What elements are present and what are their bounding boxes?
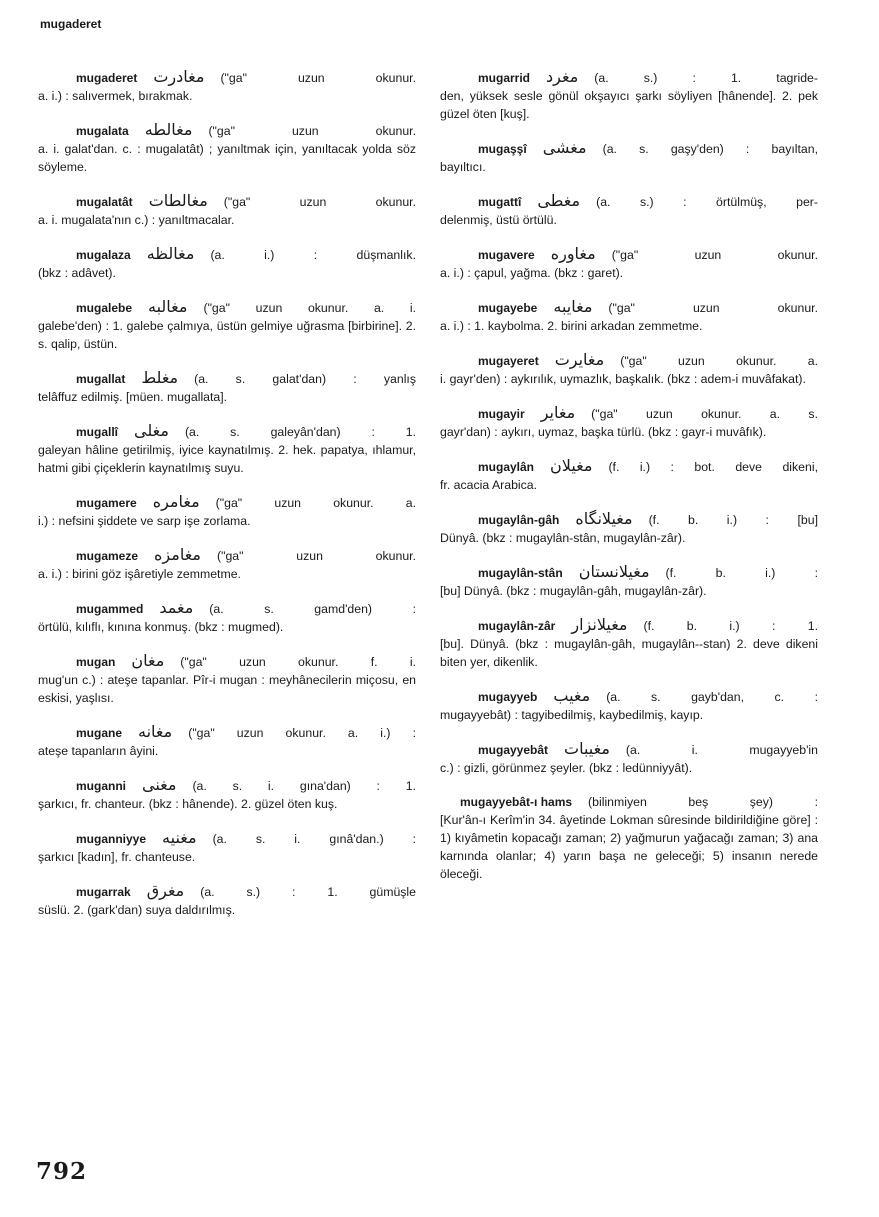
right-column bbox=[440, 68, 818, 899]
entry-first-line bbox=[38, 493, 416, 512]
entry-first-line bbox=[38, 192, 416, 211]
definition-start: (bilinmiyen beş şey) : bbox=[588, 795, 818, 809]
dictionary-entry bbox=[38, 121, 416, 176]
running-head: mugaderet bbox=[40, 17, 102, 31]
arabic-script: مغادرت bbox=[153, 67, 205, 86]
definition-start: (a. s.) : 1. tagride- bbox=[594, 71, 818, 85]
page-number: 792 bbox=[36, 1158, 88, 1185]
headword: muganni bbox=[76, 779, 126, 793]
definition-text: galeyan hâline getirilmiş, iyice kaynatılmış. 2. hek. papatya, ıhlamur, hatmi gibi çiçeklerin kaynatılmış suyu. bbox=[38, 443, 416, 475]
entry-first-line bbox=[38, 776, 416, 795]
entry-first-line bbox=[38, 652, 416, 671]
arabic-script: مغرد bbox=[546, 67, 579, 86]
dictionary-entry bbox=[440, 245, 818, 282]
headword: mugaderet bbox=[76, 71, 138, 85]
dictionary-entry bbox=[38, 192, 416, 229]
headword: mugan bbox=[76, 655, 116, 669]
definition-start: ("ga" uzun okunur. a. i. bbox=[203, 301, 416, 315]
definition-start: ("ga" uzun okunur. bbox=[220, 71, 416, 85]
headword: mugameze bbox=[76, 549, 139, 563]
definition-start: (a. i. mugayyeb'in bbox=[625, 743, 818, 757]
entry-first-line bbox=[440, 68, 818, 87]
definition-start: (a. s. gamd'den) : bbox=[209, 602, 416, 616]
definition-start: ("ga" uzun okunur. a. s. bbox=[591, 407, 818, 421]
headword: mugattî bbox=[478, 195, 522, 209]
definition-text: a. i.) : çapul, yağma. (bkz : garet). bbox=[440, 266, 624, 280]
definition-text: mugayyebât) : tagyibedilmiş, kaybedilmiş, kayıp. bbox=[440, 708, 704, 722]
entry-first-line bbox=[440, 139, 818, 158]
entry-first-line bbox=[38, 546, 416, 565]
entry-first-line bbox=[38, 369, 416, 388]
arabic-script: مغرق bbox=[146, 881, 185, 900]
headword: mugalatât bbox=[76, 195, 133, 209]
definition-start: ("ga" uzun okunur. bbox=[611, 248, 818, 262]
definition-start: ("ga" uzun okunur. bbox=[216, 549, 416, 563]
headword: mugarrak bbox=[76, 885, 131, 899]
entry-first-line bbox=[440, 687, 818, 706]
dictionary-entry bbox=[440, 687, 818, 724]
headword: mugayeret bbox=[478, 354, 539, 368]
arabic-script: مغيلانزار bbox=[571, 615, 628, 634]
arabic-script: مغمد bbox=[159, 598, 194, 617]
entry-first-line bbox=[38, 882, 416, 901]
definition-text: örtülü, kılıflı, kınına konmuş. (bkz : mugmed). bbox=[38, 620, 284, 634]
definition-start: ("ga" uzun okunur. f. i. bbox=[180, 655, 416, 669]
definition-start: (a. s. gayb'dan, c. : bbox=[606, 690, 818, 704]
definition-text: şarkıcı [kadın], fr. chanteuse. bbox=[38, 850, 196, 864]
entry-first-line bbox=[440, 192, 818, 211]
definition-text: telâffuz edilmiş. [müen. mugallata]. bbox=[38, 390, 228, 404]
definition-text: galebe'den) : 1. galebe çalmıya, üstün gelmiye uğrasma [birbirine]. 2. s. qalip, üstün. bbox=[38, 319, 416, 351]
entry-first-line bbox=[440, 245, 818, 264]
definition-text: bayıltıcı. bbox=[440, 160, 486, 174]
arabic-script: مغلى bbox=[134, 421, 169, 440]
entry-first-line bbox=[38, 422, 416, 441]
dictionary-entry bbox=[440, 298, 818, 335]
dictionary-entry bbox=[38, 298, 416, 353]
definition-text: delenmiş, üstü örtülü. bbox=[440, 213, 557, 227]
definition-start: (a. s. galeyân'dan) : 1. bbox=[184, 425, 416, 439]
definition-text: a. i.) : birini göz işâretiyle zemmetme. bbox=[38, 567, 241, 581]
headword: mugayyebât bbox=[478, 743, 549, 757]
entry-first-line bbox=[38, 245, 416, 264]
entry-first-line bbox=[38, 68, 416, 87]
arabic-script: مغطى bbox=[537, 191, 581, 210]
definition-start: (a. s. i. gına'dan) : 1. bbox=[192, 779, 416, 793]
arabic-script: مغيب bbox=[553, 686, 591, 705]
dictionary-entry bbox=[440, 192, 818, 229]
definition-text: Dünyâ. (bkz : mugaylân-stân, mugaylân-zâr). bbox=[440, 531, 686, 545]
entry-first-line bbox=[38, 599, 416, 618]
arabic-script: مغالظه bbox=[146, 244, 195, 263]
headword: mugaylân-zâr bbox=[478, 619, 556, 633]
headword: mugallat bbox=[76, 372, 126, 386]
entry-first-line bbox=[440, 351, 818, 370]
definition-start: (f. b. i.) : 1. bbox=[643, 619, 818, 633]
arabic-script: مغامره bbox=[152, 492, 200, 511]
entry-first-line bbox=[440, 457, 818, 476]
definition-start: (f. i.) : bot. deve dikeni, bbox=[608, 460, 818, 474]
headword: mugane bbox=[76, 726, 123, 740]
definition-text: a. i. galat'dan. c. : mugalatât) ; yanıltmak için, yanıltacak yolda söz söyleme. bbox=[38, 142, 416, 174]
definition-text: a. i.) : 1. kaybolma. 2. birini arkadan zemmetme. bbox=[440, 319, 703, 333]
definition-text: [bu] Dünyâ. (bkz : mugaylân-gâh, mugaylân-zâr). bbox=[440, 584, 707, 598]
definition-start: ("ga" uzun okunur. bbox=[208, 124, 416, 138]
headword: mugavere bbox=[478, 248, 535, 262]
definition-text: gayr'dan) : aykırı, uymaz, başka türlü. (bkz : gayr-i muvâfık). bbox=[440, 425, 767, 439]
headword: mugalata bbox=[76, 124, 129, 138]
dictionary-entry bbox=[38, 422, 416, 477]
headword: mugaylân-stân bbox=[478, 566, 563, 580]
arabic-script: مغاير bbox=[540, 403, 576, 422]
dictionary-entry bbox=[440, 404, 818, 441]
dictionary-entry bbox=[38, 599, 416, 636]
headword: mugayyeb bbox=[478, 690, 538, 704]
definition-text: a. i.) : salıvermek, bırakmak. bbox=[38, 89, 193, 103]
dictionary-entry bbox=[38, 776, 416, 813]
definition-start: (a. s.) : 1. gümüşle bbox=[200, 885, 416, 899]
dictionary-entry bbox=[38, 546, 416, 583]
entry-first-line bbox=[440, 616, 818, 635]
dictionary-entry bbox=[440, 510, 818, 547]
entry-first-line bbox=[440, 740, 818, 759]
definition-start: ("ga" uzun okunur. a. bbox=[215, 496, 416, 510]
arabic-script: مغنى bbox=[142, 775, 177, 794]
dictionary-entry bbox=[440, 139, 818, 176]
definition-start: ("ga" uzun okunur. bbox=[223, 195, 416, 209]
arabic-script: مغاوره bbox=[550, 244, 596, 263]
headword: mugaylân-gâh bbox=[478, 513, 560, 527]
arabic-script: مغيلانستان bbox=[578, 562, 650, 581]
dictionary-entry bbox=[38, 245, 416, 282]
dictionary-entry bbox=[38, 493, 416, 530]
arabic-script: مغانه bbox=[138, 722, 173, 741]
definition-start: (a. i.) : düşmanlık. bbox=[210, 248, 416, 262]
headword: mugayebe bbox=[478, 301, 538, 315]
headword: mugayyebât-ı hams bbox=[460, 795, 573, 809]
entry-first-line bbox=[440, 510, 818, 529]
dictionary-entry bbox=[38, 829, 416, 866]
dictionary-entry bbox=[38, 723, 416, 760]
dictionary-entry bbox=[38, 68, 416, 105]
definition-start: (f. b. i.) : bbox=[665, 566, 818, 580]
definition-text: (bkz : adâvet). bbox=[38, 266, 116, 280]
headword: mugayir bbox=[478, 407, 525, 421]
arabic-script: مغيبات bbox=[564, 739, 610, 758]
arabic-script: مغامزه bbox=[154, 545, 201, 564]
definition-start: (a. s. gaşy'den) : bayıltan, bbox=[602, 142, 818, 156]
definition-start: (a. s. galat'dan) : yanlış bbox=[194, 372, 416, 386]
arabic-script: مغايرت bbox=[554, 350, 605, 369]
definition-start: (f. b. i.) : [bu] bbox=[648, 513, 818, 527]
entry-first-line bbox=[38, 723, 416, 742]
headword: mugamere bbox=[76, 496, 137, 510]
entry-first-line bbox=[440, 793, 818, 811]
definition-text: a. i. mugalata'nın c.) : yanıltmacalar. bbox=[38, 213, 235, 227]
definition-text: c.) : gizli, görünmez şeyler. (bkz : ledünniyyât). bbox=[440, 761, 693, 775]
left-column bbox=[38, 68, 416, 935]
headword: mugaylân bbox=[478, 460, 535, 474]
headword: mugammed bbox=[76, 602, 144, 616]
arabic-script: مغنيه bbox=[162, 828, 197, 847]
dictionary-entry bbox=[440, 563, 818, 600]
entry-first-line bbox=[440, 298, 818, 317]
entry-first-line bbox=[440, 563, 818, 582]
headword: mugalebe bbox=[76, 301, 133, 315]
definition-start: (a. s.) : örtülmüş, per- bbox=[596, 195, 818, 209]
dictionary-entry bbox=[440, 616, 818, 671]
definition-start: (a. s. i. gınâ'dan.) : bbox=[212, 832, 416, 846]
arabic-script: مغالطات bbox=[148, 191, 208, 210]
dictionary-entry bbox=[440, 68, 818, 123]
entry-first-line bbox=[440, 404, 818, 423]
definition-text: şarkıcı, fr. chanteur. (bkz : hânende). 2. güzel öten kuş. bbox=[38, 797, 338, 811]
definition-text: mug'un c.) : ateşe tapanlar. Pîr-i mugan : meyhânecilerin miçosu, en eskisi, yaşlısı. bbox=[38, 673, 416, 705]
arabic-script: مغشى bbox=[542, 138, 587, 157]
arabic-script: مغيلانگاه bbox=[575, 509, 633, 528]
headword: mugallî bbox=[76, 425, 119, 439]
arabic-script: مغالطه bbox=[144, 120, 193, 139]
arabic-script: مغايبه bbox=[553, 297, 593, 316]
arabic-script: مغالبه bbox=[148, 297, 188, 316]
definition-start: ("ga" uzun okunur. bbox=[608, 301, 818, 315]
definition-text: i.) : nefsini şiddete ve sarp işe zorlama. bbox=[38, 514, 251, 528]
entry-first-line bbox=[38, 121, 416, 140]
dictionary-entry bbox=[38, 369, 416, 406]
dictionary-entry bbox=[38, 652, 416, 707]
arabic-script: مغيلان bbox=[550, 456, 593, 475]
dictionary-entry bbox=[440, 793, 818, 883]
definition-start: ("ga" uzun okunur. a. bbox=[620, 354, 818, 368]
arabic-script: مغان bbox=[131, 651, 165, 670]
definition-text: den, yüksek sesle gönül okşayıcı şarkı söyliyen [hânende]. 2. pek güzel öten [kuş]. bbox=[440, 89, 818, 121]
definition-text: [bu]. Dünyâ. (bkz : mugaylân-gâh, mugaylân--stan) 2. deve dikeni biten yer, dikenlik. bbox=[440, 637, 818, 669]
headword: muganniyye bbox=[76, 832, 147, 846]
dictionary-entry bbox=[38, 882, 416, 919]
dictionary-entry bbox=[440, 351, 818, 388]
definition-start: ("ga" uzun okunur. a. i.) : bbox=[188, 726, 416, 740]
definition-text: süslü. 2. (gark'dan) suya daldırılmış. bbox=[38, 903, 236, 917]
entry-first-line bbox=[38, 298, 416, 317]
headword: mugalaza bbox=[76, 248, 131, 262]
definition-text: ateşe tapanların âyini. bbox=[38, 744, 159, 758]
entry-first-line bbox=[38, 829, 416, 848]
definition-text: fr. acacia Arabica. bbox=[440, 478, 538, 492]
headword: mugarrid bbox=[478, 71, 531, 85]
dictionary-entry bbox=[440, 740, 818, 777]
definition-text: i. gayr'den) : aykırılık, uymazlık, başkalık. (bkz : adem-i muvâfakat). bbox=[440, 372, 806, 386]
dictionary-entry bbox=[440, 457, 818, 494]
arabic-script: مغلط bbox=[141, 368, 179, 387]
headword: mugaşşî bbox=[478, 142, 527, 156]
definition-text: [Kur'ân-ı Kerîm'in 34. âyetinde Lokman sûresinde bildirildiğine göre] : 1) kıyâmetin kopacağı zaman; 2) yağmurun yağacağı zaman; 3) ana karnında olanlar; 4) yarın başa ne geleceği; 5) insanın nerede öleceği. bbox=[440, 813, 818, 881]
